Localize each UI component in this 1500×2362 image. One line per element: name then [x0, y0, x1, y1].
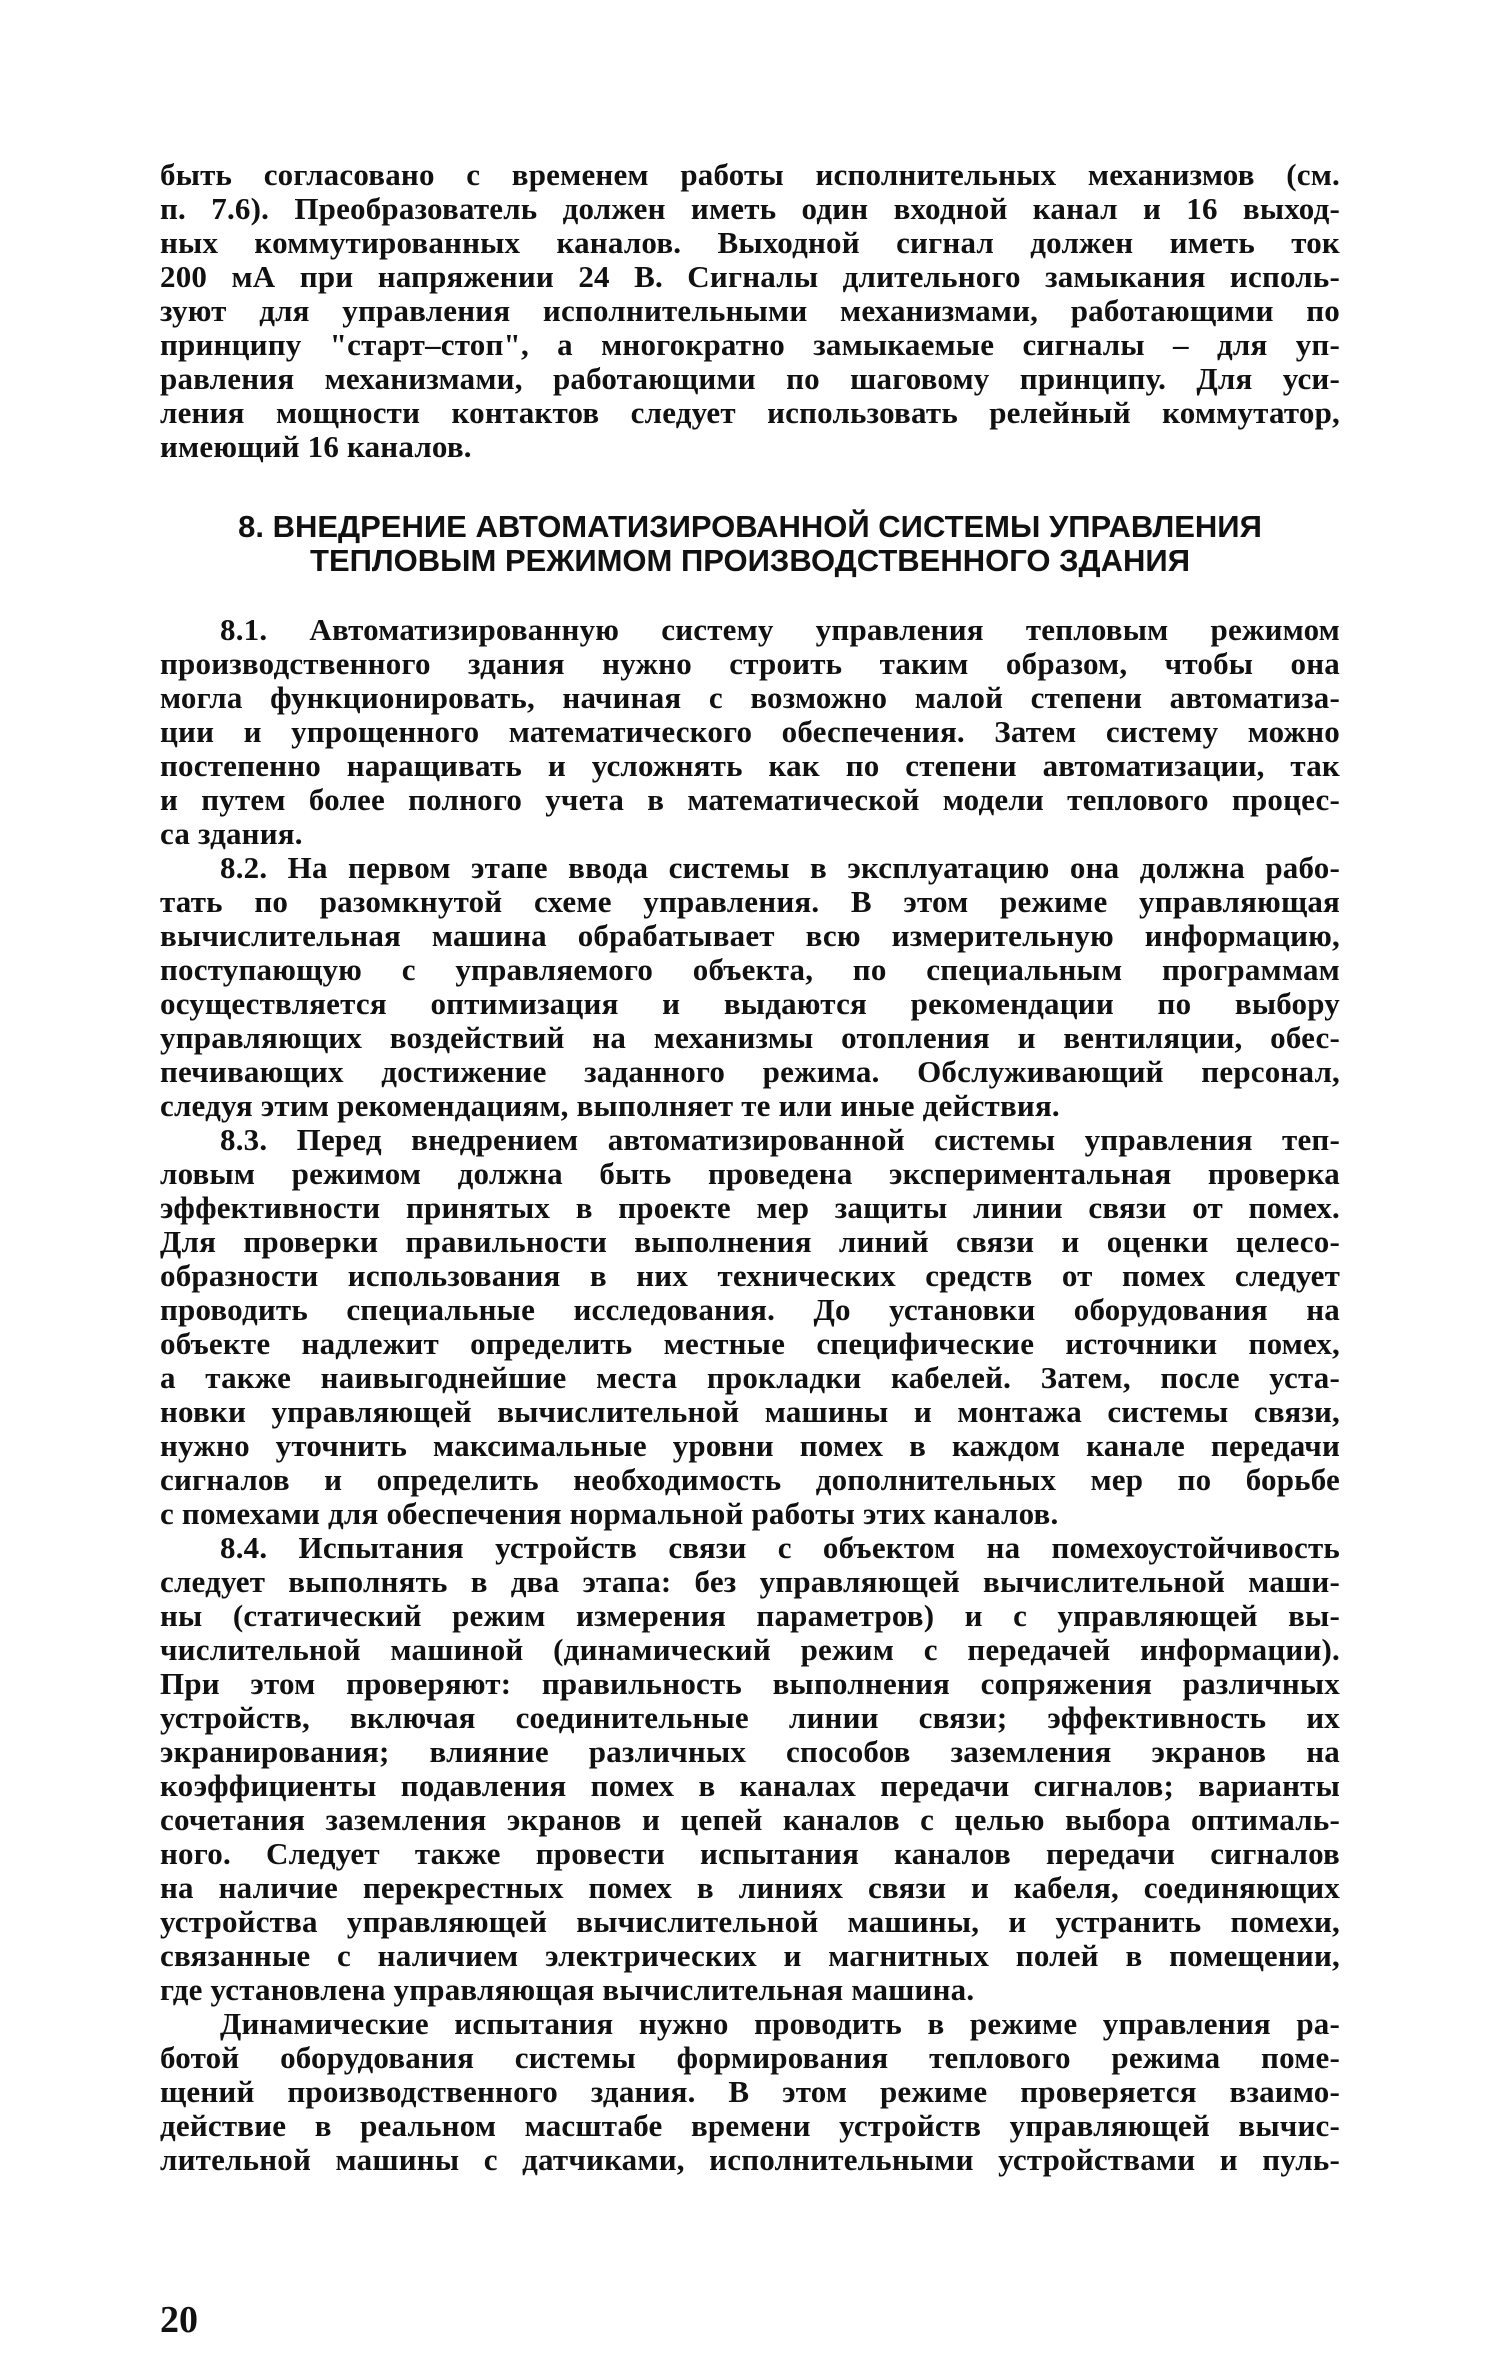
text-line: и путем более полного учета в математической модели теплового процес-: [160, 783, 1340, 817]
text-line: ны (статический режим измерения параметров) и с управляющей вы-: [160, 1599, 1340, 1633]
text-line: ботой оборудования системы формирования теплового режима поме-: [160, 2041, 1340, 2075]
text-line: экранирования; влияние различных способов заземления экранов на: [160, 1735, 1340, 1769]
text-line: принципу "старт–стоп", а многократно замыкаемые сигналы – для уп-: [160, 328, 1340, 362]
text-line: зуют для управления исполнительными механизмами, работающими по: [160, 294, 1340, 328]
text-line: имеющий 16 каналов.: [160, 430, 472, 464]
text-line: са здания.: [160, 817, 303, 851]
text-line: щений производственного здания. В этом режиме проверяется взаимо-: [160, 2075, 1340, 2109]
text-line: ции и упрощенного математического обеспечения. Затем систему можно: [160, 715, 1340, 749]
text-line: 8.3. Перед внедрением автоматизированной системы управления теп-: [220, 1123, 1340, 1157]
text-line: вычислительная машина обрабатывает всю измерительную информацию,: [160, 919, 1340, 953]
section-heading-line: ТЕПЛОВЫМ РЕЖИМОМ ПРОИЗВОДСТВЕННОГО ЗДАНИЯ: [310, 543, 1190, 578]
text-line: управляющих воздействий на механизмы отопления и вентиляции, обес-: [160, 1021, 1340, 1055]
text-line: 200 мА при напряжении 24 В. Сигналы длительного замыкания исполь-: [160, 260, 1340, 294]
text-line: поступающую с управляемого объекта, по специальным программам: [160, 953, 1340, 987]
text-line: новки управляющей вычислительной машины и монтажа системы связи,: [160, 1395, 1340, 1429]
text-line: устройства управляющей вычислительной машины, и устранить помехи,: [160, 1905, 1340, 1939]
text-line: проводить специальные исследования. До установки оборудования на: [160, 1293, 1340, 1327]
text-line: объекте надлежит определить местные специфические источники помех,: [160, 1327, 1340, 1361]
text-line: 8.2. На первом этапе ввода системы в эксплуатацию она должна рабо-: [220, 851, 1340, 885]
text-line: нужно уточнить максимальные уровни помех в каждом канале передачи: [160, 1429, 1340, 1463]
text-line: печивающих достижение заданного режима. Обслуживающий персонал,: [160, 1055, 1340, 1089]
text-line: ления мощности контактов следует использовать релейный коммутатор,: [160, 396, 1340, 430]
text-line: лительной машины с датчиками, исполнительными устройствами и пуль-: [160, 2143, 1340, 2177]
text-line: ного. Следует также провести испытания каналов передачи сигналов: [160, 1837, 1340, 1871]
text-line: тать по разомкнутой схеме управления. В этом режиме управляющая: [160, 885, 1340, 919]
text-line: При этом проверяют: правильность выполнения сопряжения различных: [160, 1667, 1340, 1701]
text-line: коэффициенты подавления помех в каналах передачи сигналов; варианты: [160, 1769, 1340, 1803]
text-line: сочетания заземления экранов и цепей каналов с целью выбора оптималь-: [160, 1803, 1340, 1837]
text-line: п. 7.6). Преобразователь должен иметь один входной канал и 16 выход-: [160, 192, 1340, 226]
text-line: а также наивыгоднейшие места прокладки кабелей. Затем, после уста-: [160, 1361, 1340, 1395]
text-line: равления механизмами, работающими по шаговому принципу. Для уси-: [160, 362, 1340, 396]
text-line: на наличие перекрестных помех в линиях связи и кабеля, соединяющих: [160, 1871, 1340, 1905]
text-line: ных коммутированных каналов. Выходной сигнал должен иметь ток: [160, 226, 1340, 260]
text-line: числительной машиной (динамический режим с передачей информации).: [160, 1633, 1340, 1667]
text-line: быть согласовано с временем работы исполнительных механизмов (см.: [160, 158, 1340, 192]
text-line: сигналов и определить необходимость дополнительных мер по борьбе: [160, 1463, 1340, 1497]
text-line: эффективности принятых в проекте мер защиты линии связи от помех.: [160, 1191, 1340, 1225]
text-line: устройств, включая соединительные линии связи; эффективность их: [160, 1701, 1340, 1735]
text-line: Для проверки правильности выполнения линий связи и оценки целесо-: [160, 1225, 1340, 1259]
text-line: 8.1. Автоматизированную систему управления тепловым режимом: [220, 613, 1340, 647]
section-heading-line: 8. ВНЕДРЕНИЕ АВТОМАТИЗИРОВАННОЙ СИСТЕМЫ УПРАВЛЕНИЯ: [238, 509, 1262, 544]
text-line: следует выполнять в два этапа: без управляющей вычислительной маши-: [160, 1565, 1340, 1599]
text-line: могла функционировать, начиная с возможно малой степени автоматиза-: [160, 681, 1340, 715]
text-line: где установлена управляющая вычислительная машина.: [160, 1973, 975, 2007]
text-line: постепенно наращивать и усложнять как по степени автоматизации, так: [160, 749, 1340, 783]
text-line: действие в реальном масштабе времени устройств управляющей вычис-: [160, 2109, 1340, 2143]
text-line: 8.4. Испытания устройств связи с объектом на помехоустойчивость: [220, 1531, 1340, 1565]
text-line: производственного здания нужно строить таким образом, чтобы она: [160, 647, 1340, 681]
text-line: осуществляется оптимизация и выдаются рекомендации по выбору: [160, 987, 1340, 1021]
page-number: 20: [160, 2299, 198, 2341]
text-line: связанные с наличием электрических и магнитных полей в помещении,: [160, 1939, 1340, 1973]
text-line: ловым режимом должна быть проведена экспериментальная проверка: [160, 1157, 1340, 1191]
text-line: образности использования в них технических средств от помех следует: [160, 1259, 1340, 1293]
text-line: следуя этим рекомендациям, выполняет те или иные действия.: [160, 1089, 1060, 1123]
text-line: Динамические испытания нужно проводить в режиме управления ра-: [220, 2007, 1340, 2041]
text-line: с помехами для обеспечения нормальной работы этих каналов.: [160, 1497, 1059, 1531]
